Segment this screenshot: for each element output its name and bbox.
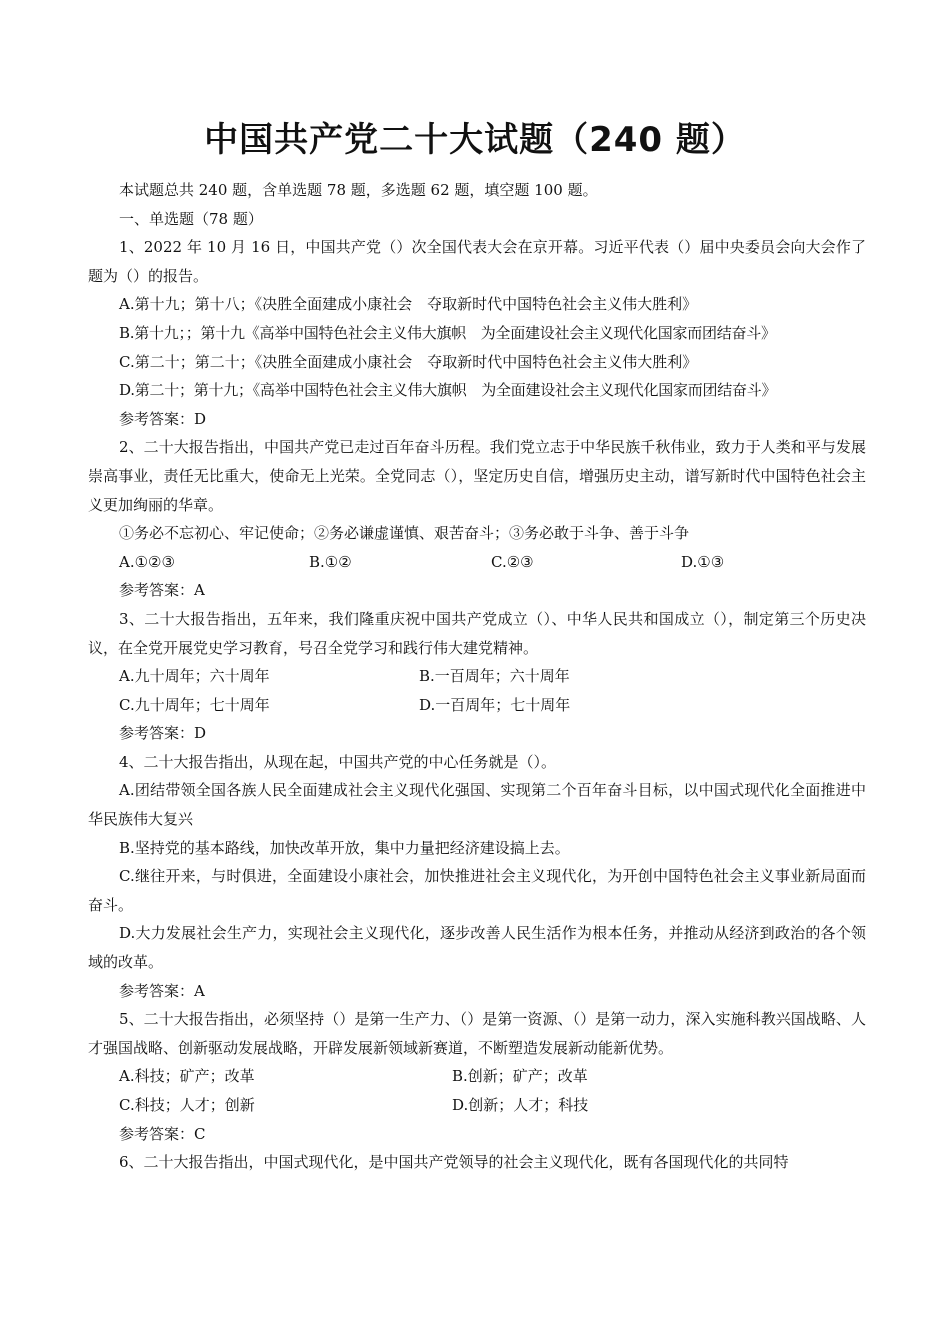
question-2-option-a: A.①②③ — [119, 552, 175, 571]
question-1-answer: 参考答案：D — [119, 409, 207, 428]
question-1-option-d: D.第二十；第十九；《高举中国特色社会主义伟大旗帜 为全面建设社会主义现代化国家而团结奋斗》 — [119, 381, 777, 400]
question-5-option-c: C.科技；人才；创新 — [119, 1096, 255, 1114]
question-5-option-d: D.创新；人才；科技 — [452, 1096, 589, 1114]
question-5-option-a: A.科技；矿产；改革 — [119, 1067, 255, 1086]
question-3-option-a: A.九十周年；六十周年 — [119, 667, 270, 686]
intro-text: 本试题总共 240 题，含单选题 78 题，多选题 62 题，填空题 100 题。 — [119, 181, 598, 199]
question-2-option-c: C.②③ — [491, 552, 534, 571]
question-5-stem: 5、二十大报告指出，必须坚持（）是第一生产力、（）是第一资源、（）是第一动力，深入实施科教兴国战略、人才强国战略、创新驱动发展战略，开辟发展新领域新赛道，不断塑造发展新动能新优势。 — [88, 1010, 866, 1057]
question-3-option-d: D.一百周年；七十周年 — [419, 695, 571, 714]
document-body — [88, 176, 866, 1177]
question-3-answer: 参考答案：D — [119, 724, 207, 743]
section-heading: 一、单选题（78 题） — [119, 209, 263, 228]
question-3-options-row-1 — [88, 662, 866, 691]
question-2-items: ①务必不忘初心、牢记使命；②务必谦虚谨慎、艰苦奋斗；③务必敢于斗争、善于斗争 — [119, 524, 690, 543]
question-5-options-row-1 — [88, 1062, 866, 1091]
question-4-option-a: A.团结带领全国各族人民全面建成社会主义现代化强国、实现第二个百年奋斗目标，以中国式现代化全面推进中华民族伟大复兴 — [88, 781, 866, 829]
question-1-option-b: B.第十九；；第十九《高举中国特色社会主义伟大旗帜 为全面建设社会主义现代化国家而团结奋斗》 — [119, 323, 776, 342]
question-3-stem: 3、二十大报告指出，五年来，我们隆重庆祝中国共产党成立（）、中华人民共和国成立（），制定第三个历史决议，在全党开展党史学习教育，号召全党学习和践行伟大建党精神。 — [88, 609, 866, 657]
question-2-options — [88, 548, 866, 577]
question-2-option-d: D.①③ — [681, 552, 725, 571]
question-1-stem: 1、2022 年 10 月 16 日，中国共产党（）次全国代表大会在京开幕。习近平代表（）届中央委员会向大会作了题为（）的报告。 — [88, 238, 866, 285]
question-2-answer: 参考答案：A — [119, 581, 205, 600]
question-3-option-b: B.一百周年；六十周年 — [419, 667, 570, 686]
question-4-option-b: B.坚持党的基本路线，加快改革开放，集中力量把经济建设搞上去。 — [119, 838, 570, 857]
question-4-answer: 参考答案：A — [119, 981, 205, 1000]
question-3-options-row-2 — [88, 691, 866, 720]
question-6-stem: 6、二十大报告指出，中国式现代化，是中国共产党领导的社会主义现代化，既有各国现代化的共同特 — [119, 1153, 789, 1172]
question-5-option-b: B.创新；矿产；改革 — [452, 1067, 588, 1086]
question-1-option-c: C.第二十；第二十；《决胜全面建成小康社会 夺取新时代中国特色社会主义伟大胜利》 — [119, 352, 698, 371]
question-5-answer: 参考答案：C — [119, 1124, 206, 1143]
question-2-option-b: B.①② — [309, 552, 352, 571]
question-2-stem: 2、二十大报告指出，中国共产党已走过百年奋斗历程。我们党立志于中华民族千秋伟业，致力于人类和平与发展崇高事业，责任无比重大，使命无上光荣。全党同志（），坚定历史自信，增强历史主动，谱写新时代中国特色社会主义更加绚丽的华章。 — [88, 438, 866, 514]
document-title: 中国共产党二十大试题（240 题） — [204, 120, 746, 160]
question-5-options-row-2 — [88, 1091, 866, 1120]
question-4-option-d: D.大力发展社会生产力，实现社会主义现代化，逐步改善人民生活作为根本任务，并推动从经济到政治的各个领域的改革。 — [88, 924, 866, 972]
question-3-option-c: C.九十周年；七十周年 — [119, 695, 270, 714]
question-4-option-c: C.继往开来，与时俱进，全面建设小康社会，加快推进社会主义现代化，为开创中国特色社会主义事业新局面而奋斗。 — [88, 867, 866, 914]
question-1-option-a: A.第十九；第十八；《决胜全面建成小康社会 夺取新时代中国特色社会主义伟大胜利》 — [119, 295, 698, 314]
question-4-stem: 4、二十大报告指出，从现在起，中国共产党的中心任务就是（）。 — [119, 752, 557, 771]
